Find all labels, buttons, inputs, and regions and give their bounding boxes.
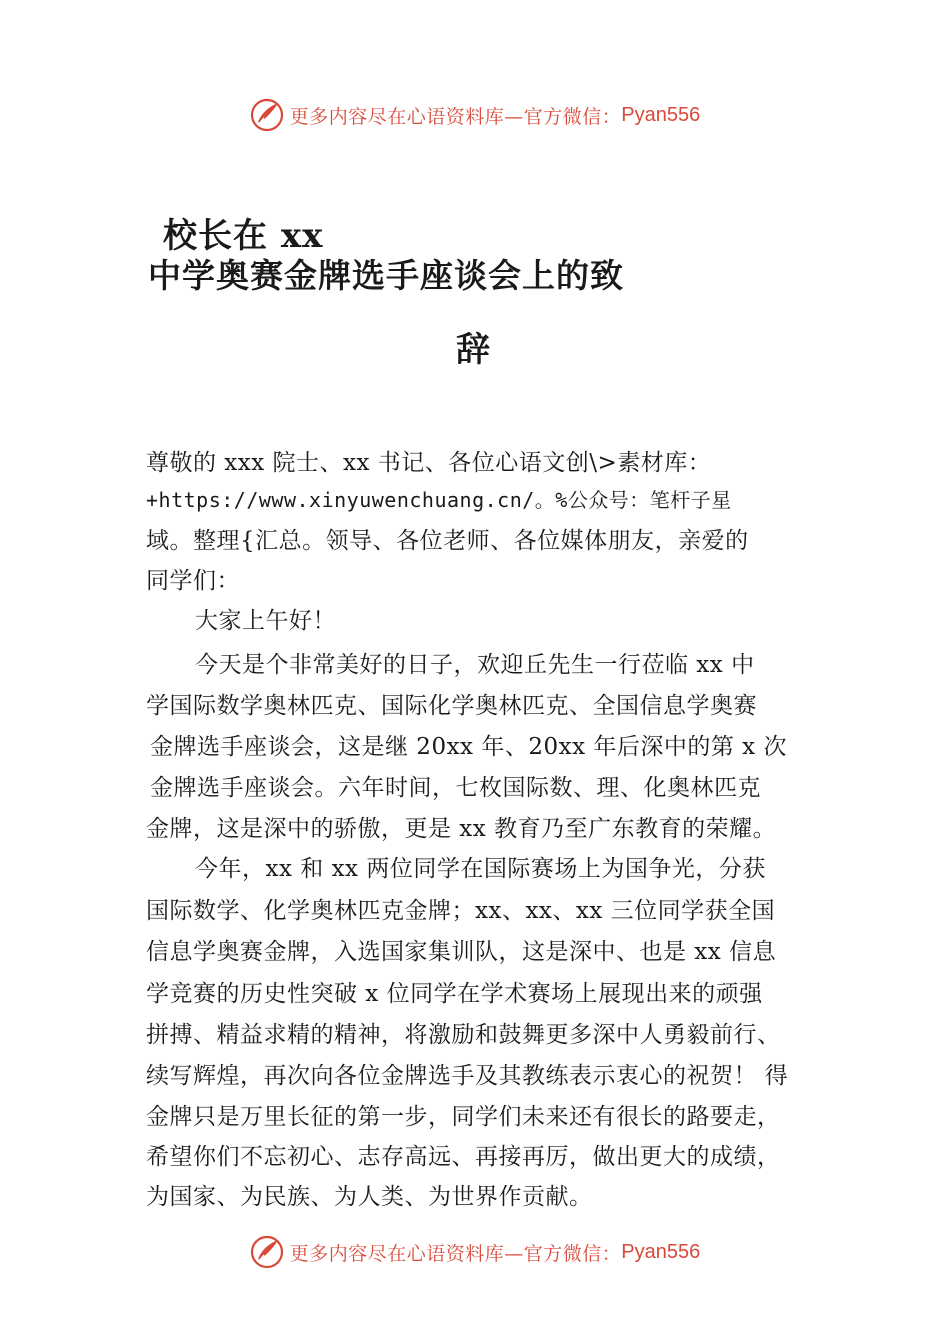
body-line: 拼搏、精益求精的精神，将激励和鼓舞更多深中人勇毅前行、 xyxy=(146,1022,781,1048)
title-line-2: 中学奥赛金牌选手座谈会上的致 xyxy=(148,256,624,295)
title-line-1: 校长在 xx xyxy=(163,216,324,256)
body-line: 金牌，这是深中的骄傲，更是 xx 教育乃至广东教育的荣耀。 xyxy=(146,816,777,842)
body-line: 信息学奥赛金牌，入选国家集训队，这是深中、也是 xx 信息 xyxy=(146,939,777,965)
banner-wechat-id: Pyan556 xyxy=(621,103,701,126)
body-line: 希望你们不忘初心、志存高远、再接再厉，做出更大的成绩， xyxy=(146,1144,781,1170)
body-line: 同学们： xyxy=(146,568,240,594)
body-line: 今年，xx 和 xx 两位同学在国际赛场上为国争光，分获 xyxy=(195,856,766,882)
body-line: +https://www.xinyuwenchuang.cn/。%公众号：笔杆子星 xyxy=(146,488,732,512)
banner-wechat-id: Pyan556 xyxy=(621,1240,701,1263)
quill-seal-icon xyxy=(250,98,284,132)
body-line: 尊敬的 xxx 院士、xx 书记、各位心语文创\>素材库： xyxy=(146,450,712,476)
body-line: 金牌选手座谈会，这是继 20xx 年、20xx 年后深中的第 x 次 xyxy=(150,734,787,760)
body-line: 国际数学、化学奥林匹克金牌；xx、xx、xx 三位同学获全国 xyxy=(146,898,776,924)
banner-text: 更多内容尽在心语资料库—官方微信： xyxy=(289,105,622,128)
body-line: 金牌只是万里长征的第一步，同学们未来还有很长的路要走， xyxy=(146,1104,781,1130)
body-line: 域。整理{汇总。领导、各位老师、各位媒体朋友，亲爱的 xyxy=(146,528,749,554)
quill-seal-icon xyxy=(250,1235,284,1269)
body-line: 为国家、为民族、为人类、为世界作贡献。 xyxy=(146,1184,593,1210)
footer-banner xyxy=(0,1232,950,1272)
body-line: 大家上午好！ xyxy=(195,608,336,634)
body-line: 今天是个非常美好的日子，欢迎丘先生一行莅临 xx 中 xyxy=(195,652,755,678)
body-line: 续写辉煌，再次向各位金牌选手及其教练表示衷心的祝贺！ 得 xyxy=(146,1063,789,1089)
banner-text: 更多内容尽在心语资料库—官方微信： xyxy=(289,1242,622,1265)
body-line: 学国际数学奥林匹克、国际化学奥林匹克、全国信息学奥赛 xyxy=(146,693,757,719)
body-line: 金牌选手座谈会。六年时间，七枚国际数、理、化奥林匹克 xyxy=(150,775,761,801)
title-line-3: 辞 xyxy=(456,330,490,370)
header-banner xyxy=(0,95,950,135)
body-line: 学竞赛的历史性突破 x 位同学在学术赛场上展现出来的顽强 xyxy=(146,981,763,1007)
